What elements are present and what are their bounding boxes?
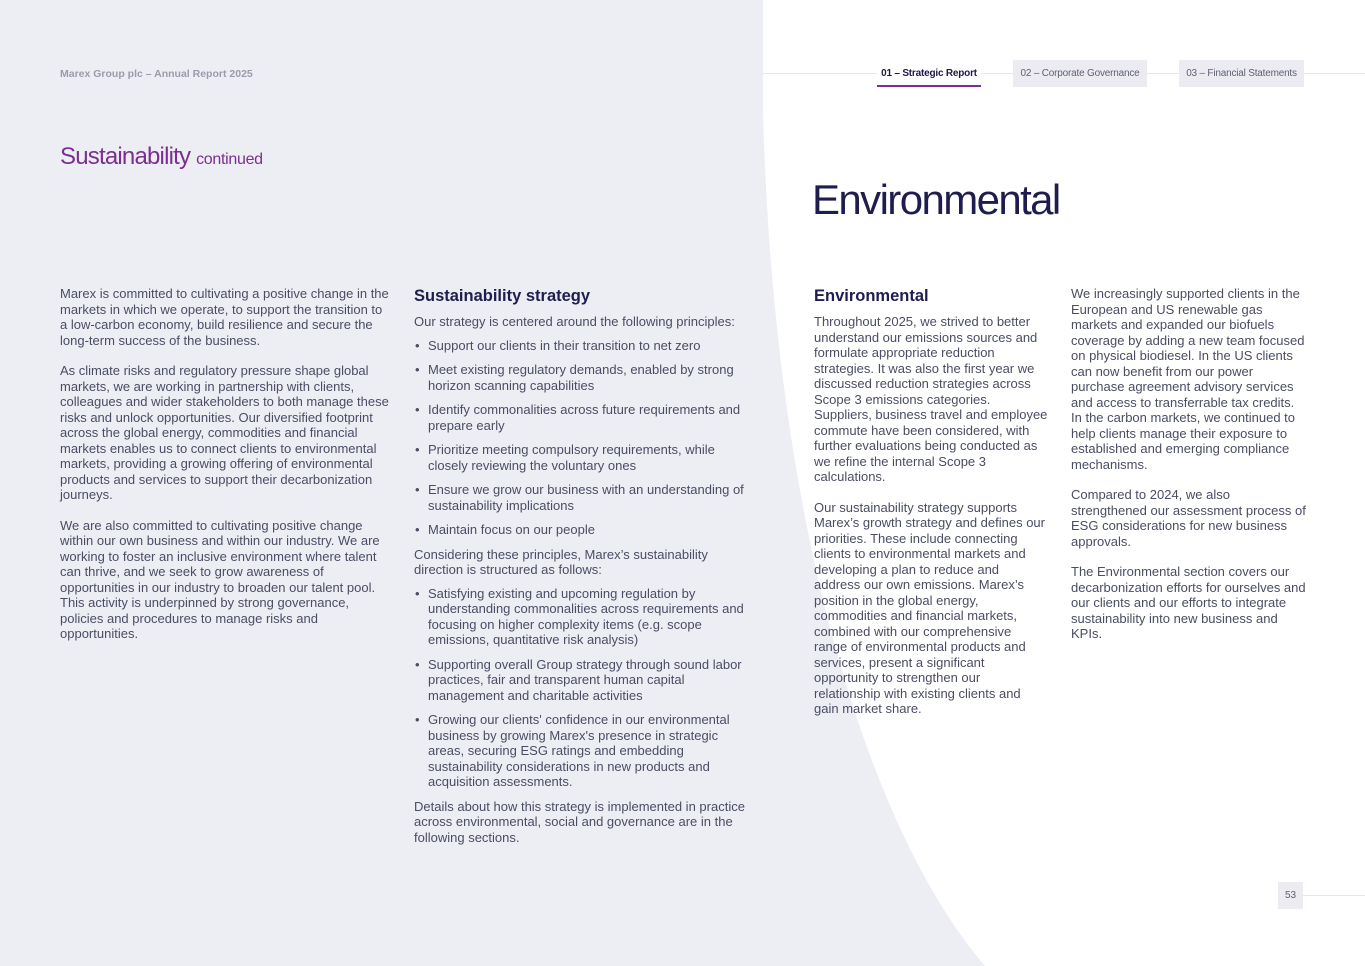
list-item: • Satisfying existing and upcoming regulation by understanding commonalities across requirements and focusing on higher complexity items (e.g. scope emissions, quantitative risk analysis): [414, 586, 748, 648]
list-item: • Supporting overall Group strategy through sound labor practices, fair and transparent human capital management and charitable activities: [414, 657, 748, 704]
environmental-paragraph: Throughout 2025, we strived to better understand our emissions sources and formulate appropriate reduction strategies. It was also the first year we discussed reduction strategies across Scope 3 emissions categories. Suppliers, business travel and employee commute have been considered, with further evaluations being conducted as we refine the internal Scope 3 calculations.: [814, 314, 1048, 484]
environmental-title: Environmental: [812, 176, 1060, 223]
tab-strategic-report[interactable]: 01 – Strategic Report: [877, 60, 981, 87]
section-title-suffix: continued: [196, 151, 263, 168]
principles-list: [414, 338, 748, 538]
list-item: • Identify commonalities across future requirements and prepare early: [414, 402, 748, 433]
intro-paragraph: We are also committed to cultivating positive change within our own business and within our industry. We are working to foster an inclusive environment where talent can thrive, and we seek to grow awareness of opportunities in our industry to broaden our talent pool. This activity is underpinned by strong governance, policies and procedures to manage risks and opportunities.: [60, 517, 380, 641]
list-item: • Ensure we grow our business with an understanding of sustainability implications: [414, 482, 748, 513]
environmental-heading: Environmental: [814, 287, 929, 305]
strategy-heading: Sustainability strategy: [414, 287, 591, 305]
list-item: • Growing our clients' confidence in our environmental business by growing Marex's presence in strategic areas, securing ESG ratings and embedding sustainability considerations in new products and acquisition assessments.: [414, 712, 748, 790]
list-item: • Prioritize meeting compulsory requirements, while closely reviewing the voluntary ones: [414, 442, 748, 473]
direction-lead: Considering these principles, Marex’s sustainability direction is structured as follows:: [414, 546, 708, 577]
report-title: Marex Group plc – Annual Report 2025: [60, 68, 253, 80]
tab-corporate-governance[interactable]: 02 – Corporate Governance: [1013, 60, 1147, 87]
environmental-column-2: [1071, 286, 1307, 657]
environmental-column-1: [814, 286, 1048, 732]
environmental-paragraph: The Environmental section covers our decarbonization efforts for ourselves and our clients and our efforts to integrate sustainability into new business and KPIs.: [1071, 564, 1306, 641]
directions-list: [414, 586, 748, 790]
section-title-main: Sustainability: [60, 143, 191, 170]
environmental-paragraph: Compared to 2024, we also strengthened our assessment process of ESG considerations for new business approvals.: [1071, 487, 1306, 549]
footer-rule: [1303, 895, 1365, 896]
list-item: • Support our clients in their transition to net zero: [414, 338, 748, 354]
strategy-lead: Our strategy is centered around the following principles:: [414, 314, 735, 329]
strategy-closing: Details about how this strategy is implemented in practice across environmental, social and governance are in the following sections.: [414, 798, 745, 845]
page-number: 53: [1278, 882, 1303, 909]
intro-paragraph: As climate risks and regulatory pressure shape global markets, we are working in partnership with clients, colleagues and wider stakeholders to both manage these risks and unlock opportunities. Our diversified footprint across the global energy, commodities and financial markets enables us to connect clients to environmental markets, providing a growing offering of environmental products and services to support their decarbonization journeys.: [60, 363, 389, 502]
intro-paragraph: Marex is committed to cultivating a positive change in the markets in which we operate, to support the transition to a low-carbon economy, build resilience and secure the long-term success of the business.: [60, 286, 389, 348]
list-item: • Meet existing regulatory demands, enabled by strong horizon scanning capabilities: [414, 362, 748, 393]
environmental-paragraph: We increasingly supported clients in the European and US renewable gas markets and expanded our biofuels coverage by adding a new team focused on physical biodiesel. In the US clients can now benefit from our power purchase agreement advisory services and access to transferrable tax credits. In the carbon markets, we continued to help clients manage their exposure to established and emerging compliance mechanisms.: [1071, 286, 1305, 472]
environmental-paragraph: Our sustainability strategy supports Marex’s growth strategy and defines our priorities. These include connecting clients to environmental markets and developing a plan to reduce and address our own emissions. Marex’s position in the global energy, commodities and financial markets, combined with our comprehensive range of environmental products and services, present a significant opportunity to strengthen our relationship with existing clients and gain market share.: [814, 499, 1045, 716]
strategy-column: [414, 286, 748, 860]
section-title: [60, 143, 263, 171]
intro-column: [60, 286, 392, 657]
tab-financial-statements[interactable]: 03 – Financial Statements: [1179, 60, 1304, 87]
list-item: • Maintain focus on our people: [414, 522, 748, 538]
